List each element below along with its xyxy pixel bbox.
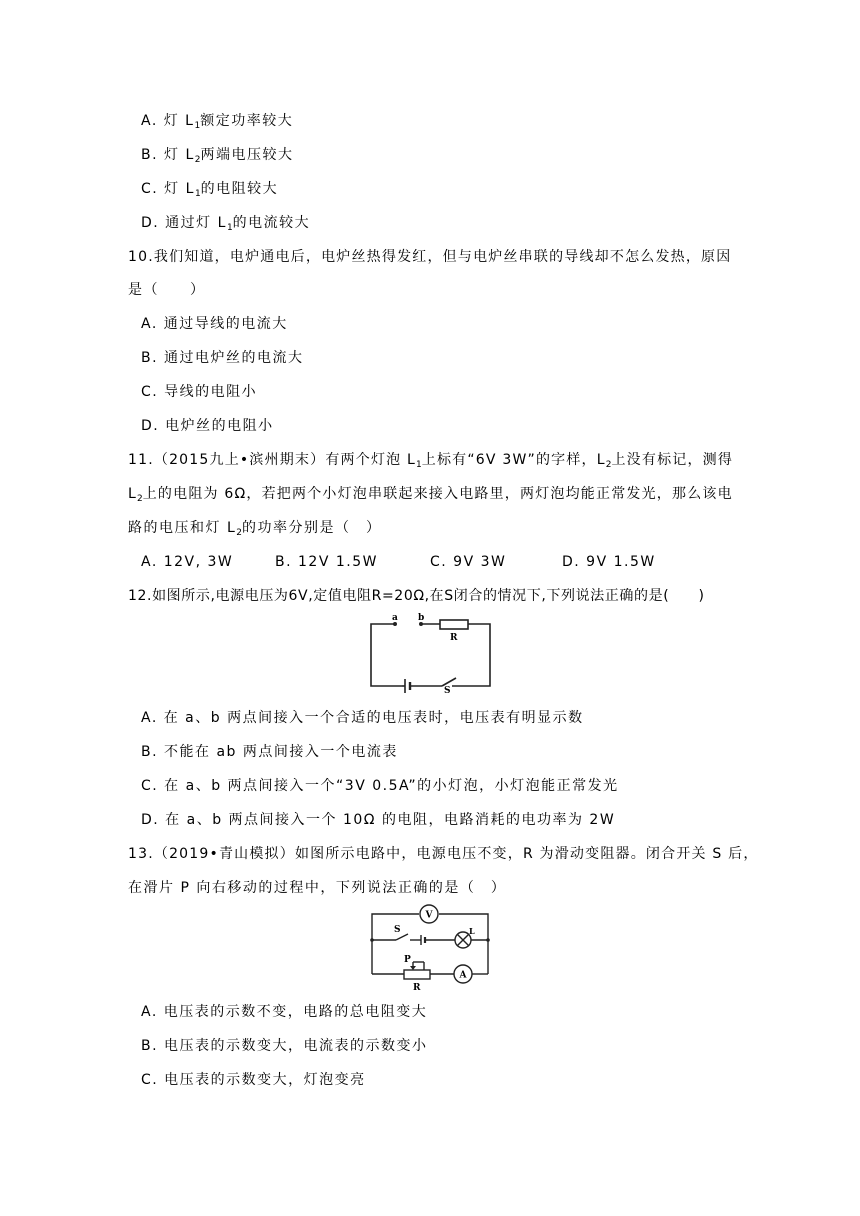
subscript: 2 (194, 155, 201, 165)
switch-label: S (394, 925, 401, 935)
voltmeter-label: V (425, 910, 433, 921)
q10-option-c: C. 导线的电阻小 (141, 384, 258, 400)
q13-stem-line1: 13.（2019•青山模拟）如图所示电路中，电源电压不变，R 为滑动变阻器。闭合开关 S 后， (128, 846, 759, 862)
stem-text: 上没有标记，测得 (611, 452, 734, 468)
q13-option-c: C. 电压表的示数变大，灯泡变亮 (141, 1072, 366, 1088)
q10-stem-line2: 是（ ） (128, 282, 206, 298)
stem-text: 上的电阻为 6Ω，若把两个小灯泡串联起来接入电路里，两灯泡均能正常发光，那么该电 (142, 486, 733, 502)
q11-option-c: C. 9V 3W (430, 554, 507, 570)
q12-option-c: C. 在 a、b 两点间接入一个“3V 0.5A”的小灯泡，小灯泡能正常发光 (141, 778, 619, 794)
stem-text: L (128, 486, 137, 502)
q11-option-a: A. 12V, 3W (141, 554, 234, 570)
option-text: 两端电压较大 (200, 147, 294, 163)
subscript: 2 (137, 494, 143, 504)
q10-option-a: A. 通过导线的电流大 (141, 316, 288, 332)
stem-text: 上标有“6V 3W”的字样，L (421, 452, 606, 468)
stem-text: 路的电压和灯 L (128, 520, 237, 536)
option-text: D. 通过灯 L (141, 215, 227, 231)
q12-option-d: D. 在 a、b 两点间接入一个 10Ω 的电阻，电路消耗的电功率为 2W (141, 812, 616, 828)
q11-stem-line2 (128, 484, 733, 509)
subscript: 2 (236, 528, 242, 538)
q13-option-b: B. 电压表的示数变大，电流表的示数变小 (141, 1038, 428, 1054)
subscript: 1 (226, 223, 233, 233)
rheostat-label: R (413, 983, 421, 992)
q11-option-b: B. 12V 1.5W (275, 554, 378, 570)
option-text: 的电阻较大 (200, 181, 279, 197)
option-text: B. 灯 L (141, 147, 195, 163)
q12-option-a: A. 在 a、b 两点间接入一个合适的电压表时，电压表有明显示数 (141, 710, 584, 726)
q10-stem-line1: 10.我们知道，电炉通电后，电炉丝热得发红，但与电炉丝串联的导线却不怎么发热，原因 (128, 249, 732, 265)
label-r: R (450, 633, 458, 643)
q12-option-b: B. 不能在 ab 两点间接入一个电流表 (141, 744, 398, 760)
option-text: 额定功率较大 (200, 113, 294, 129)
q11-stem-line3 (128, 518, 381, 543)
stem-text: 的功率分别是（ ） (241, 520, 382, 536)
q13-stem-line2: 在滑片 P 向右移动的过程中，下列说法正确的是（ ） (128, 880, 507, 896)
subscript: 1 (194, 189, 201, 199)
subscript: 1 (416, 460, 422, 470)
junction-dot (370, 938, 374, 942)
q13-option-a: A. 电压表的示数不变，电路的总电阻变大 (141, 1004, 428, 1020)
option-text: A. 灯 L (141, 113, 195, 129)
q13-circuit-diagram (366, 904, 496, 992)
q12-circuit-diagram (364, 612, 496, 694)
subscript: 2 (605, 460, 612, 470)
q11-stem-line1 (128, 450, 733, 475)
slider-label: P (404, 955, 411, 965)
q10-option-b: B. 通过电炉丝的电流大 (141, 350, 304, 366)
label-b: b (418, 613, 425, 623)
subscript: 1 (194, 121, 201, 131)
stem-text: 11.（2015九上•滨州期末）有两个灯泡 L (128, 452, 417, 468)
ammeter-label: A (459, 970, 467, 981)
q11-option-d: D. 9V 1.5W (562, 554, 656, 570)
lamp-label: L (469, 926, 475, 936)
option-text: 的电流较大 (232, 215, 311, 231)
q9-option-d (141, 213, 310, 238)
label-s: S (444, 686, 451, 694)
q9-option-b (141, 145, 294, 170)
option-text: C. 灯 L (141, 181, 195, 197)
q10-option-d: D. 电炉丝的电阻小 (141, 418, 274, 434)
junction-dot (486, 938, 490, 942)
q12-stem: 12.如图所示,电源电压为6V,定值电阻R=20Ω,在S闭合的情况下,下列说法正确的是( ) (128, 588, 705, 604)
q9-option-a (141, 111, 293, 136)
label-a: a (392, 613, 398, 623)
q9-option-c (141, 179, 278, 204)
